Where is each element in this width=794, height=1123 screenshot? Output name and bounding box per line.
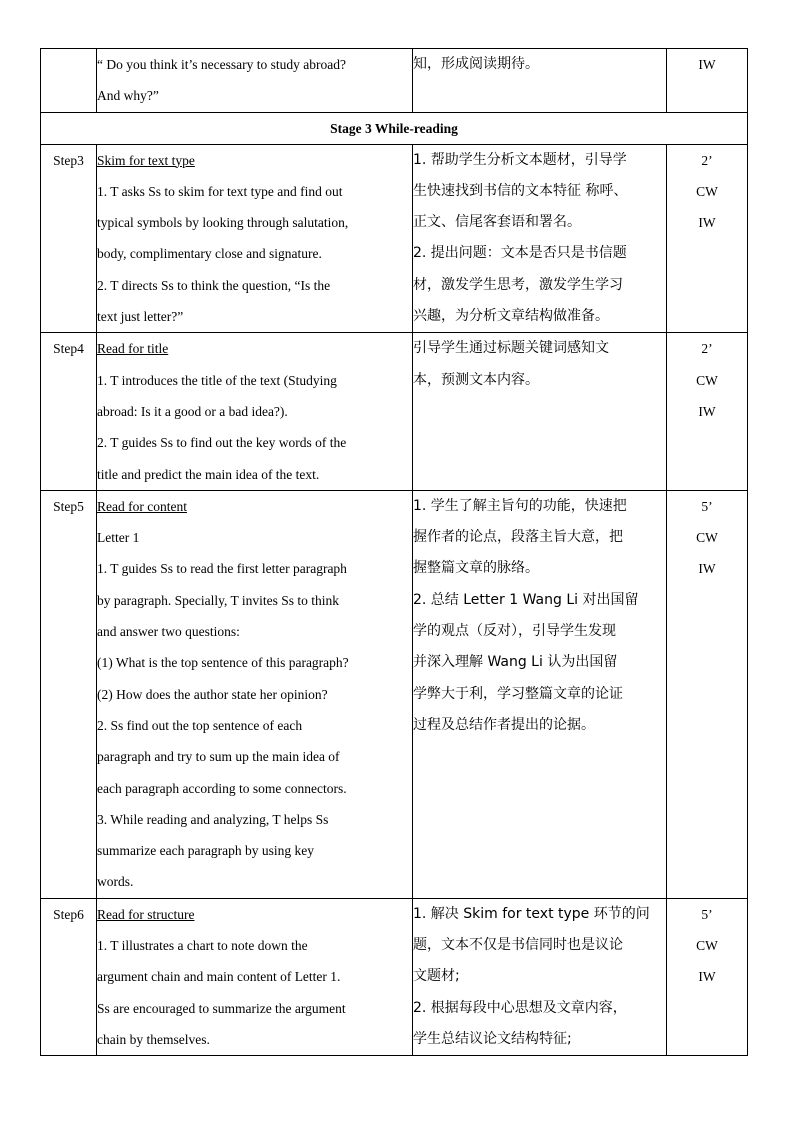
procedure-cell-line: title and predict the main idea of the text. — [97, 466, 320, 482]
table-row — [41, 333, 748, 490]
purpose-cell-line: 引导学生通过标题关键词感知文 — [413, 340, 609, 357]
table-row — [41, 490, 748, 898]
mode-cell-line: 2’ — [701, 152, 713, 168]
step-heading: Read for content — [97, 498, 187, 514]
purpose-cell-line: 并深入理解 Wang Li 认为出国留 — [413, 654, 618, 671]
procedure-cell-line: Letter 1 — [97, 530, 140, 546]
mode-cell-line: IW — [698, 215, 716, 231]
purpose-cell-line: 生快速找到书信的文本特征 称呼、 — [413, 182, 628, 199]
procedure-cell-line: each paragraph according to some connectors. — [97, 780, 347, 796]
purpose-cell-line: 学弊大于利，学习整篇文章的论证 — [413, 685, 623, 702]
mode-cell — [667, 144, 748, 333]
mode-cell-line: IW — [698, 57, 716, 72]
table-row — [41, 144, 748, 333]
purpose-cell — [413, 333, 667, 490]
step-cell: Step4 — [41, 333, 97, 490]
procedure-cell-line: abroad: Is it a good or a bad idea?). — [97, 403, 288, 419]
procedure-cell-line: 1. T illustrates a chart to note down the — [97, 938, 308, 954]
mode-cell-line: 2’ — [701, 341, 713, 357]
purpose-cell-line: 正文、信尾客套语和署名。 — [413, 214, 581, 231]
procedure-cell-line: words. — [97, 874, 134, 890]
mode-cell-line: CW — [696, 938, 718, 954]
procedure-cell-line: text just letter?” — [97, 309, 184, 325]
purpose-cell-line: 握作者的论点，段落主旨大意，把 — [413, 529, 623, 546]
purpose-cell-line: 学的观点（反对），引导学生发现 — [413, 623, 616, 640]
procedure-cell-line: body, complimentary close and signature. — [97, 246, 322, 262]
mode-cell-line: IW — [698, 403, 716, 419]
step-cell: Step3 — [41, 144, 97, 333]
procedure-cell-line: typical symbols by looking through salutation, — [97, 215, 349, 231]
procedure-cell-line: and answer two questions: — [97, 624, 240, 640]
step-heading: Skim for text type — [97, 152, 195, 168]
mode-cell-line: CW — [696, 530, 718, 546]
table-row — [41, 49, 748, 113]
procedure-cell-line: summarize each paragraph by using key — [97, 843, 315, 859]
purpose-cell-line: 知，形成阅读期待。 — [413, 56, 539, 72]
purpose-cell-line: 1. 解决 Skim for text type 环节的问 — [413, 905, 650, 922]
procedure-cell-line: 2. T guides Ss to find out the key words of the — [97, 435, 347, 451]
mode-cell-line: 5’ — [701, 906, 713, 922]
purpose-cell-line: 2. 提出问题：文本是否只是书信题 — [413, 245, 627, 262]
procedure-cell-line: (2) How does the author state her opinion? — [97, 686, 328, 702]
purpose-cell-line: 兴趣，为分析文章结构做准备。 — [413, 308, 609, 325]
step-heading: Read for structure — [97, 906, 195, 922]
procedure-cell-line: argument chain and main content of Letter 1. — [97, 969, 341, 985]
purpose-cell-line: 1. 学生了解主旨句的功能，快速把 — [413, 497, 627, 514]
procedure-cell-line: Ss are encouraged to summarize the argument — [97, 1000, 346, 1016]
table-body — [41, 49, 748, 1056]
mode-cell-line: CW — [696, 183, 718, 199]
lesson-plan-table — [40, 48, 748, 1056]
procedure-cell — [97, 144, 413, 333]
purpose-cell-line: 2. 总结 Letter 1 Wang Li 对出国留 — [413, 591, 639, 608]
purpose-cell-line: 本，预测文本内容。 — [413, 371, 539, 388]
procedure-cell-line: 1. T introduces the title of the text (Studying — [97, 372, 337, 388]
mode-cell — [667, 490, 748, 898]
step-cell: Step5 — [41, 490, 97, 898]
procedure-cell-line: 2. T directs Ss to think the question, “Is the — [97, 277, 331, 293]
mode-cell-line: IW — [698, 969, 716, 985]
procedure-cell-line: And why?” — [97, 88, 159, 104]
mode-cell-line: 5’ — [701, 498, 713, 514]
purpose-cell-line: 2. 根据每段中心思想及文章内容， — [413, 999, 627, 1016]
stage-row — [41, 112, 748, 144]
mode-cell-line: IW — [698, 561, 716, 577]
purpose-cell — [413, 49, 667, 113]
procedure-cell-line: 2. Ss find out the top sentence of each — [97, 717, 303, 733]
procedure-cell-line: (1) What is the top sentence of this paragraph? — [97, 655, 349, 671]
step-cell: Step6 — [41, 898, 97, 1055]
step-cell — [41, 49, 97, 113]
mode-cell — [667, 333, 748, 490]
procedure-cell-line: paragraph and try to sum up the main idea of — [97, 749, 340, 765]
mode-cell — [667, 898, 748, 1055]
procedure-cell — [97, 49, 413, 113]
purpose-cell — [413, 898, 667, 1055]
purpose-cell-line: 材，激发学生思考，激发学生学习 — [413, 276, 623, 293]
purpose-cell — [413, 144, 667, 333]
stage-header: Stage 3 While-reading — [41, 112, 748, 144]
table-row — [41, 898, 748, 1055]
purpose-cell-line: 1. 帮助学生分析文本题材，引导学 — [413, 151, 627, 168]
procedure-cell-line: 1. T asks Ss to skim for text type and find out — [97, 183, 343, 199]
purpose-cell-line: 握整篇文章的脉络。 — [413, 560, 539, 577]
mode-cell — [667, 49, 748, 113]
procedure-cell-line: “ Do you think it’s necessary to study abroad? — [97, 57, 346, 72]
purpose-cell — [413, 490, 667, 898]
step-heading: Read for title — [97, 341, 169, 357]
purpose-cell-line: 题，文本不仅是书信同时也是议论 — [413, 937, 623, 954]
procedure-cell-line: by paragraph. Specially, T invites Ss to think — [97, 592, 339, 608]
purpose-cell-line: 文题材; — [413, 968, 460, 985]
purpose-cell-line: 过程及总结作者提出的论据。 — [413, 716, 595, 733]
procedure-cell-line: 3. While reading and analyzing, T helps Ss — [97, 811, 329, 827]
procedure-cell-line: chain by themselves. — [97, 1031, 210, 1047]
procedure-cell — [97, 898, 413, 1055]
purpose-cell-line: 学生总结议论文结构特征; — [413, 1030, 572, 1047]
procedure-cell — [97, 333, 413, 490]
procedure-cell — [97, 490, 413, 898]
procedure-cell-line: 1. T guides Ss to read the first letter paragraph — [97, 561, 347, 577]
mode-cell-line: CW — [696, 372, 718, 388]
